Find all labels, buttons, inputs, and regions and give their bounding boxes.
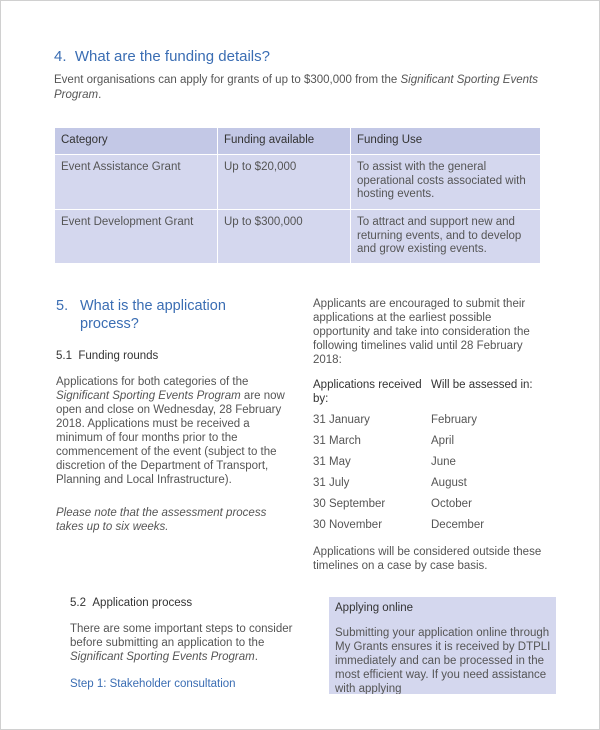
intro-end: . — [98, 89, 102, 101]
applying-online-box — [329, 597, 556, 694]
section-5-title-line1: What is the application — [80, 298, 226, 314]
section-5-title-line2: process? — [80, 316, 139, 332]
applying-online-heading: Applying online — [335, 602, 414, 614]
table-row — [55, 155, 541, 210]
paragraph-text: . — [254, 651, 258, 663]
timeline-header-received: Applications received by: — [313, 379, 422, 405]
section-5-number: 5. — [56, 298, 69, 314]
section-4-intro — [54, 73, 554, 103]
subsection-title: Application process — [92, 597, 193, 609]
table-cell: To attract and support new and returning events, and to develop and grow existing events. — [351, 210, 541, 264]
assessed-month: June — [431, 456, 456, 468]
received-date: 31 May — [313, 456, 351, 468]
received-date: 31 July — [313, 477, 350, 489]
timeline-header-assessed: Will be assessed in: — [431, 379, 533, 391]
timeline-outro: Applications will be considered outside these timelines on a case by case basis. — [313, 546, 542, 572]
table-header-row — [55, 128, 541, 155]
timeline-intro: Applicants are encouraged to submit their applications at the earliest possible opportunity and take into consideration the following timelines valid until 28 February 2018: — [313, 298, 530, 366]
paragraph-text: Applications for both categories of the — [56, 376, 249, 388]
received-date: 31 January — [313, 414, 370, 426]
subsection-title: Funding rounds — [78, 350, 159, 362]
received-date: 30 September — [313, 498, 386, 510]
table-header: Funding available — [218, 128, 351, 155]
funding-rounds-paragraph — [56, 375, 296, 487]
table-cell: Up to $20,000 — [218, 155, 351, 210]
intro-text: Event organisations can apply for grants of up to $300,000 from the — [54, 74, 401, 86]
assessed-month: October — [431, 498, 472, 510]
assessed-month: August — [431, 477, 467, 489]
table-header: Category — [55, 128, 218, 155]
table-cell: Event Development Grant — [55, 210, 218, 264]
assessed-month: February — [431, 414, 478, 426]
table-cell: To assist with the general operational costs associated with hosting events. — [351, 155, 541, 210]
table-cell: Event Assistance Grant — [55, 155, 218, 210]
received-date: 31 March — [313, 435, 361, 447]
assessment-note: Please note that the assessment process takes up to six weeks. — [56, 507, 267, 533]
table-cell: Up to $300,000 — [218, 210, 351, 264]
subsection-5-1-heading — [56, 350, 158, 362]
funding-table — [54, 127, 541, 264]
received-date: 30 November — [313, 519, 383, 531]
application-process-paragraph — [70, 622, 305, 664]
subsection-number: 5.1 — [56, 350, 72, 362]
table-row — [55, 210, 541, 264]
subsection-number: 5.2 — [70, 597, 86, 609]
subsection-5-2-heading — [70, 597, 192, 609]
paragraph-text: are now open and close on Wednesday, 28 February 2018. Applications must be received a minimum of four months prior to the commencement of the event (subject to the discretion of the Department of Transport, Planning and Local Infrastructure). — [56, 390, 285, 486]
program-name: Significant Sporting Events Program — [54, 74, 538, 101]
applying-online-text: Submitting your application online through My Grants ensures it is received by DTPLI immediately and can be processed in the most efficient way. If you need assistance with applying — [335, 627, 551, 694]
assessed-month: December — [431, 519, 485, 531]
program-name: Significant Sporting Events Program — [56, 390, 241, 402]
section-4-heading — [54, 48, 270, 65]
paragraph-text: There are some important steps to consider before submitting an application to the — [70, 623, 293, 649]
table-header: Funding Use — [351, 128, 541, 155]
section-4-title: What are the funding details? — [74, 48, 270, 65]
assessed-month: April — [431, 435, 455, 447]
section-4-number: 4. — [54, 48, 67, 65]
program-name: Significant Sporting Events Program — [70, 651, 255, 663]
step-1-heading: Step 1: Stakeholder consultation — [70, 678, 236, 690]
section-5-heading — [56, 297, 226, 333]
